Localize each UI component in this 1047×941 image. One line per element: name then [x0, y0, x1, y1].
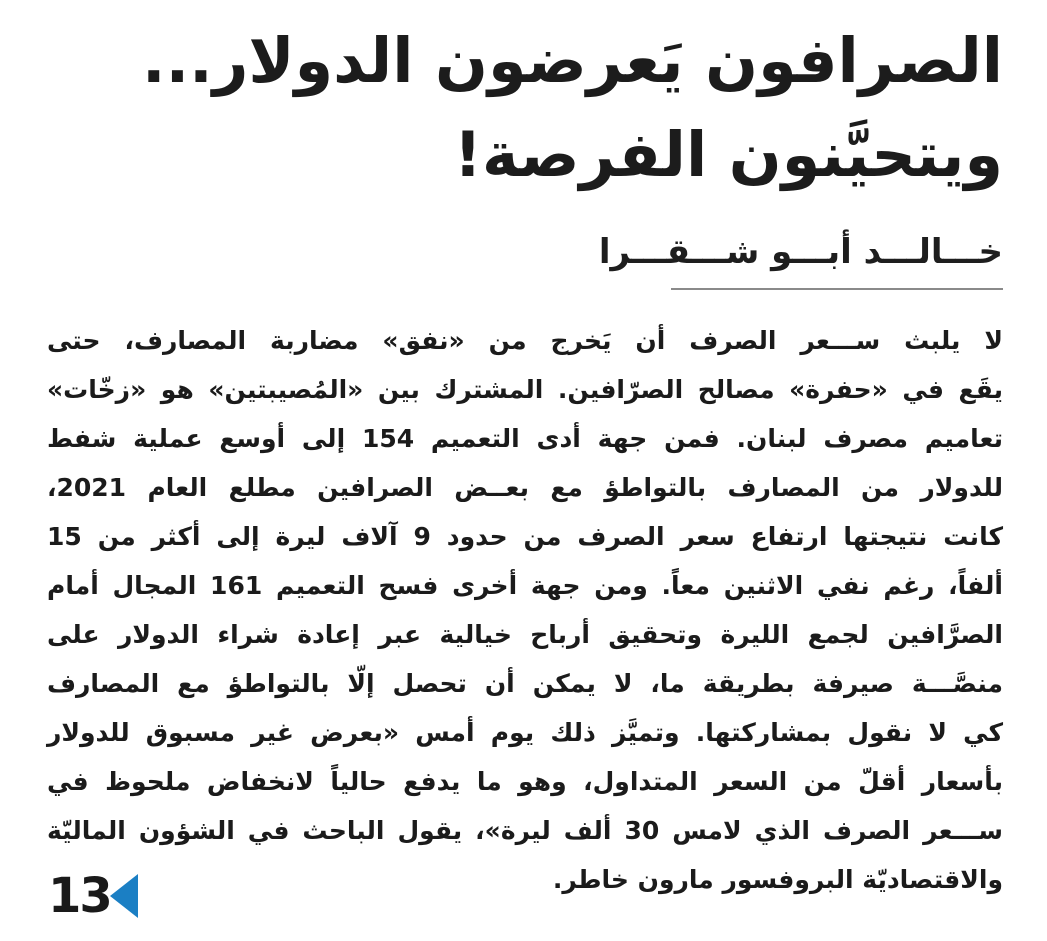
page-number: 13 [48, 868, 111, 924]
byline-divider [671, 288, 1003, 290]
body-line: والاقتصاديّة البروفسور مارون خاطر. [552, 865, 1003, 894]
body-line: للدولار من المصارف بالتواطؤ مع بعــض الصرافين مطلع العام 2021، [47, 473, 1003, 502]
body-line: كي لا نقول بمشاركتها. وتميَّز ذلك يوم أمس «بعرض غير مسبوق للدولار [47, 718, 1003, 747]
headline-line-2: ويتحيَّنون الفرصة! [453, 118, 1003, 191]
body-line: بأسعار أقلّ من السعر المتداول، وهو ما يدفع حالياً لانخفاض ملحوظ في [47, 767, 1003, 796]
body-line: يقَع في «حفرة» مصالح الصرّافين. المشترك بين «المُصيبتين» هو «زخّات» [47, 375, 1003, 404]
body-line: منصَّـــة صيرفة بطريقة ما، لا يمكن أن تحصل إلّا بالتواطؤ مع المصارف [47, 669, 1003, 698]
body-line: ألفاً، رغم نفي الاثنين معاً. ومن جهة أخرى فسح التعميم 161 المجال أمام [47, 571, 1003, 600]
headline-line-1: الصرافون يَعرضون الدولار... [142, 24, 1003, 97]
body-line: الصرَّافين لجمع الليرة وتحقيق أرباح خيالية عبر إعادة شراء الدولار على [47, 620, 1003, 649]
body-line: لا يلبث ســـعر الصرف أن يَخرج من «نفق» مضاربة المصارف، حتى [47, 326, 1003, 355]
article-body [47, 316, 1003, 904]
author-name: خـــالـــد أبـــو شـــقـــرا [598, 232, 1003, 272]
body-line: كانت نتيجتها ارتفاع سعر الصرف من حدود 9 آلاف ليرة إلى أكثر من 15 [47, 522, 1003, 551]
body-line: ســـعر الصرف الذي لامس 30 ألف ليرة»، يقول الباحث في الشؤون الماليّة [47, 816, 1003, 845]
body-line: تعاميم مصرف لبنان. فمن جهة أدى التعميم 154 إلى أوسع عملية شفط [47, 424, 1003, 453]
page-badge [48, 868, 148, 924]
byline [598, 222, 1003, 290]
headline [43, 14, 1003, 202]
triangle-left-icon [110, 874, 138, 918]
